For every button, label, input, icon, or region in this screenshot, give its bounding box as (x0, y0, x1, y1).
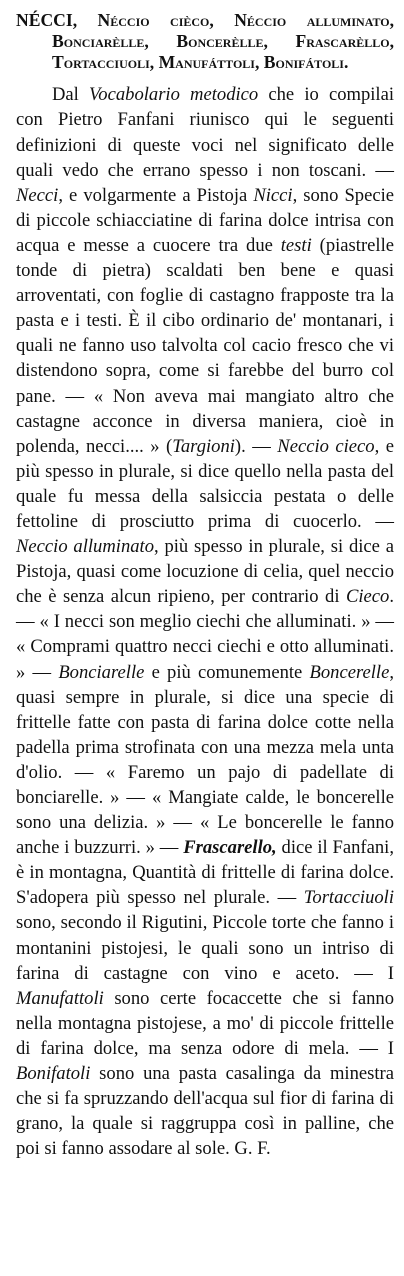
text-run: dice il Fanfani, è in montagna, Quantità di frittelle di farina dolce. S'adopera più spesso nel plurale. — (16, 837, 394, 909)
heading-separator: . (343, 51, 349, 72)
italic-term: Frascarello, (183, 837, 277, 859)
italic-term: Cieco (345, 586, 390, 608)
text-run: , e volgarmente a Pistoja (58, 184, 254, 206)
heading-separator: , (254, 51, 264, 72)
heading-term: Néccio cièco (97, 10, 210, 30)
heading-separator: , (389, 10, 395, 30)
text-run: , quasi sempre in plurale, si dice una specie di frittelle fatte con pasta di farina dolce cotte nella padella prima strofinata con una mezza mela unta d'olio. — « Faremo un pajo di padellate di bonciarelle. » — « Mangiate calde, le boncerelle sono una delizia. » — « Le boncerelle le fanno anche i buzzurri. » — (16, 661, 395, 859)
text-run: sono, secondo il Rigutini, Piccole torte che fanno i montanini pistojesi, le quali sono un intriso di farina di castagne con vino e aceto. — I (16, 912, 394, 984)
italic-term: Neccio cieco (277, 435, 375, 457)
italic-term: Manufattoli (16, 987, 104, 1009)
heading-separator: , (209, 10, 235, 30)
text-run: sono una pasta casalinga da minestra che si fa spruzzando dell'acqua sul fior di farina di grano, la quale si raggruppa così in palline, che poi si fanno assodare al sole. G. F. (16, 1063, 394, 1160)
italic-term: Bonifatoli (16, 1063, 91, 1085)
italic-term: Bonciarelle (58, 661, 145, 683)
heading-separator: , (149, 51, 159, 72)
text-run: (piastrelle tonde di pietra) scaldati ben bene e quasi arroventati, con foglie di castagno frapposte tra la pasta e i testi. È il cibo ordinario de' montanari, i quali ne fanno uso talvolta col cacio fresco che vi distendono sopra, come si farebbe del burro col pane. — « Non aveva mai mangiato altro che castagne acconce in diversa maniera, cioè in polenda, necci.... » ( (16, 234, 394, 457)
heading-term: Bonifátoli (263, 51, 344, 72)
heading-separator: , (144, 30, 177, 51)
entry-heading (16, 10, 394, 72)
heading-term: Manufáttoli (158, 51, 255, 72)
text-run: . — « I necci son meglio ciechi che alluminati. » — « Comprami quattro necci ciechi e otto alluminati. » — (16, 586, 394, 683)
heading-term: Bonciarèlle (52, 30, 145, 51)
italic-term: Targioni (172, 435, 235, 457)
italic-term: testi (280, 234, 312, 256)
italic-term: Nicci (253, 184, 293, 206)
heading-separator: , (263, 30, 296, 51)
text-run: , più spesso in plurale, si dice a Pistoja, quasi come locuzione di celia, quel neccio che è senza alcun ripieno, per contrario di (16, 536, 394, 608)
text-run: ). — (234, 435, 278, 457)
text-run: e più comunemente (144, 661, 310, 683)
italic-term: Neccio alluminato (16, 536, 155, 558)
italic-term: Boncerelle (309, 661, 390, 683)
text-run: sono certe focaccette che si fanno nella montagna pistojese, a mo' di piccole frittelle di farina dolce, ma senza odore di mela. — I (16, 987, 394, 1059)
heading-term: Boncerèlle (176, 30, 264, 51)
text-run: , e più spesso in plurale, si dice quello nella pasta del quale fu messa della salsiccia pestata o delle fettoline di prosciutto prima di cuocerlo. — (16, 435, 394, 532)
italic-term: Necci (16, 184, 59, 206)
heading-separator: , (389, 30, 394, 51)
heading-term-main: NÉCCI (16, 10, 73, 30)
italic-term: Tortacciuoli (303, 887, 394, 909)
italic-term: Vocabolario metodico (89, 84, 259, 106)
text-run: Dal (52, 84, 89, 106)
heading-term: Frascarèllo (295, 30, 390, 51)
heading-term: Néccio alluminato (234, 10, 390, 30)
text-run: , sono Specie di piccole schiacciatine di farina dolce intrisa con acqua e messe a cuocere tra due (16, 184, 395, 256)
entry-body (16, 82, 394, 1161)
heading-separator: , (72, 10, 98, 30)
heading-term: Tortacciuoli (52, 51, 150, 72)
text-run: che io compilai con Pietro Fanfani riunisco qui le seguenti definizioni di queste voci nel significato delle quali vedo che errano spesso i non toscani. — (16, 84, 394, 181)
